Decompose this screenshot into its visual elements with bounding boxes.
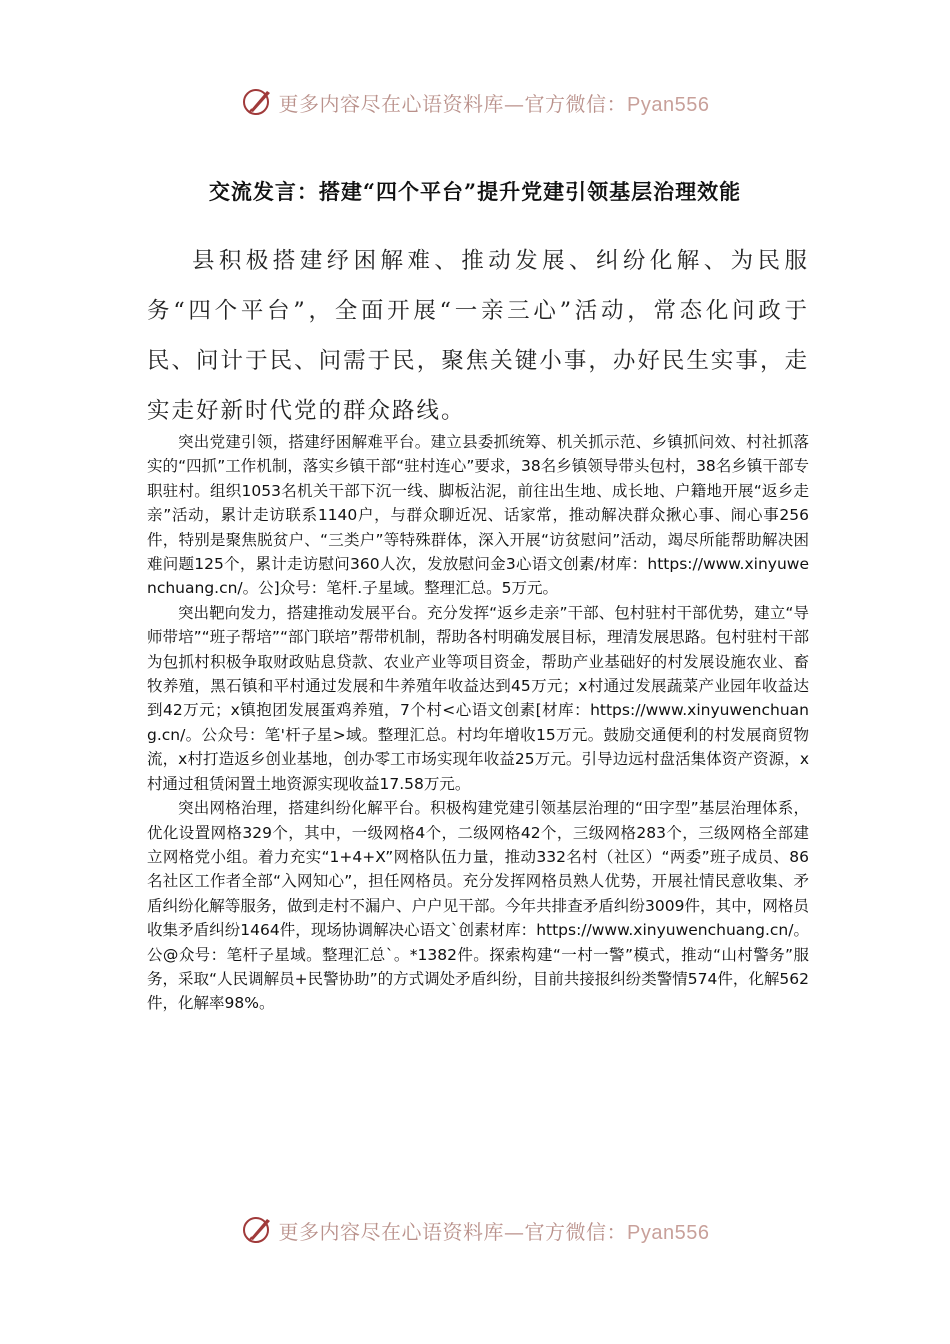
body-paragraph: 突出靶向发力，搭建推动发展平台。充分发挥“返乡走亲”干部、包村驻村干部优势，建立“导师带培”“班子帮培”“部门联培”帮带机制，帮助各村明确发展目标，理清发展思路。包村驻村干部为包抓村积极争取财政贴息贷款、农业产业等项目资金，帮助产业基础好的村发展设施农业、畜牧养殖，黑石镇和平村通过发展和牛养殖年收益达到45万元；x村通过发展蔬菜产业园年收益达到42万元；x镇抱团发展蛋鸡养殖，7个村<心语文创素[材库：https://www.xinyuwenchuang.cn/。公众号：笔'杆子星>域。整理汇总。村均年增收15万元。鼓励交通便利的村发展商贸物流，x村打造返乡创业基地，创办零工市场实现年收益25万元。引导边远村盘活集体资产资源，x村通过租赁闲置土地资源实现收益17.58万元。 (147, 603, 809, 793)
body-paragraph: 突出党建引领，搭建纾困解难平台。建立县委抓统筹、机关抓示范、乡镇抓问效、村社抓落实的“四抓”工作机制，落实乡镇干部“驻村连心”要求，38名乡镇领导带头包村，38名乡镇干部专职驻村。组织1053名机关干部下沉一线、脚板沾泥，前往出生地、成长地、户籍地开展“返乡走亲”活动，累计走访联系1140户，与群众聊近况、话家常，推动解决群众揪心事、闹心事256件，特别是聚焦脱贫户、“三类户”等特殊群体，深入开展“访贫慰问”活动，竭尽所能帮助解决困难问题125个，累计走访慰问360人次，发放慰问金3心语文创素/材库：https://www.xinyuwenchuang.cn/。公]众号：笔杆.子星域。整理汇总。5万元。 (147, 433, 809, 598)
watermark-banner-bottom (0, 1210, 950, 1250)
quill-logo-icon (241, 85, 275, 119)
watermark-text: 更多内容尽在心语资料库—官方微信：Pyan556 (278, 1219, 710, 1244)
document-title: 交流发言：搭建“四个平台”提升党建引领基层治理效能 (208, 179, 742, 204)
lead-paragraph: 县积极搭建纾困解难、推动发展、纠纷化解、为民服务“四个平台”，全面开展“一亲三心”活动，常态化问政于民、问计于民、问需于民，聚焦关键小事，办好民生实事，走实走好新时代党的群众路线。 (147, 248, 809, 424)
quill-logo-icon (241, 1213, 275, 1247)
wechat-id: Pyan556 (627, 1221, 710, 1244)
body-paragraph: 突出网格治理，搭建纠纷化解平台。积极构建党建引领基层治理的“田字型”基层治理体系，优化设置网格329个，其中，一级网格4个，二级网格42个，三级网格283个，三级网格全部建立网格党小组。着力充实“1+4+X”网格队伍力量，推动332名村（社区）“两委”班子成员、86名社区工作者全部“入网知心”，担任网格员。充分发挥网格员熟人优势，开展社情民意收集、矛盾纠纷化解等服务，做到走村不漏户、户户见干部。今年共排查矛盾纠纷3009件，其中，网格员收集矛盾纠纷1464件，现场协调解决心语文`创素材库：https://www.xinyuwenchuang.cn/。公@众号：笔杆子星域。整理汇总`。*1382件。探索构建“一村一警”模式，推动“山村警务”服务，采取“人民调解员+民警协助”的方式调处矛盾纠纷，目前共接报纠纷类警情574件，化解562件，化解率98%。 (147, 799, 809, 1013)
watermark-banner-top (0, 82, 950, 122)
wechat-id: Pyan556 (627, 93, 710, 116)
watermark-text: 更多内容尽在心语资料库—官方微信：Pyan556 (278, 91, 710, 116)
document-body (147, 430, 809, 1016)
